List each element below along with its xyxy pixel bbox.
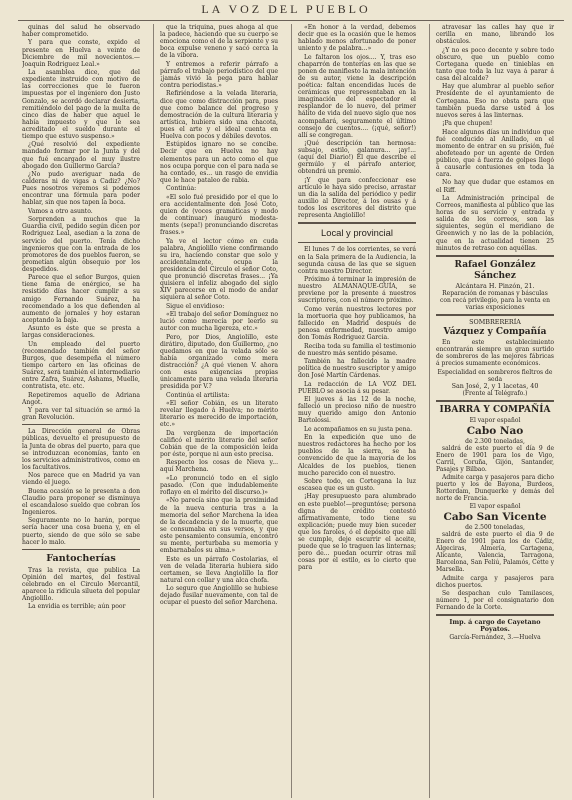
ad-ibarra-s1-tons: de 2.300 toneladas, xyxy=(465,437,525,445)
paragraph: El jueves á las 12 de la noche, falleció un precioso niño de nuestro muy querido amigo don Antonio Bartolossi. xyxy=(298,396,416,425)
paragraph: «Lo pronunció todo en el siglo pasado. (Con que indudablemente roflayo en el mérito del discurso.)» xyxy=(160,474,278,497)
paragraph: que la triquina, pues ahoga al que la padece, haciendo que su cuerpo se emociona como el de la serpiente y su boca expulse veneno y sacó cerca la de la víbora. xyxy=(160,24,278,60)
ad-ibarra-s1-intro: El vapor español xyxy=(469,416,521,424)
paragraph: ¡Qué descripción tan hermosa: subsajo, estilo, galanura... ¡ay!... (aquí del Diario!) El que describe el germúlo y el párrafo anterior, obtendrá un premio. xyxy=(298,140,416,176)
paragraph: La redacción de LA VOZ DEL PUEBLO se asocia á su pesar. xyxy=(298,380,416,395)
paragraph: Hace algunos días un individuo que fué conducido al Anillado, en el momento de entrar en su prisión, fué abofeteado por un agente de Orden público, que á fuerza de golpes llegó á causarle contusiones en toda la cara. xyxy=(436,128,554,179)
paragraph: Respecto los cosas de Nieva y... aquí Marchena. xyxy=(160,459,278,474)
paragraph: atravesar las calles hay que ir cerilla en mano, librando los obstáculos. xyxy=(436,24,554,46)
paragraph: Da vergüenza de importación calificó el mérito literario del señor Cobián que de la composición leída por éste, porque ni aun esto precisa. xyxy=(160,429,278,458)
paragraph: Como verán nuestros lectores por la mortuoria que hoy publicamos, ha fallecido en Madrid después de penosa enfermedad, nuestro amigo don Tomás Rodriguez Garcia. xyxy=(298,305,416,342)
masthead: LA VOZ DEL PUEBLO xyxy=(201,2,371,16)
divider xyxy=(22,424,140,425)
ad-ibarra-s2-intro: El vapor español xyxy=(469,503,521,511)
paragraph: Refiriéndose a la velada literaria, dice que como distracción para, pues que como balance del progreso y demostración de la cultura literaria y artística, hubiera sido una chacota, pues el arte y el ideal cuenta en Huelva con pocos y débiles devotos. xyxy=(160,90,278,140)
divider xyxy=(436,614,554,616)
ad-ibarra-s2-text: saldrá de este puerto el dia 9 de Enero de 1901 para los de Cádiz, Algeciras, Almería, Cartagena, Alicante, Valencia, Tarragona, Barcelona, San Feliú, Palamós, Cette y Marsella. xyxy=(436,531,554,574)
paragraph: Nos parece que en Madrid ya van viendo el juego. xyxy=(22,472,140,487)
ad-vazquez-address2: (Frente al Telégrafo.) xyxy=(462,389,528,397)
paragraph: Ya ve el lector cómo en cuda palabra, Angiolillo viene confirmando su ira, haciendo constar que solo y accidentalmente, ocupa la presidencia del Circulo el señor Coto, que pronunció discretas frases... ¡Ya quisiera el infeliz abogado del siglo XIV parecerse en el modo de andar siquiera al señor Coto. xyxy=(160,237,278,302)
paragraph: Pero, por Dios, Angiolillo, este dirátiro, diputado, don Guillermo, ¿no quedamos en que la velada sólo se había organizado como mera distracción? ¿A qué vienen V. ahora con esas exigencias propias únicamente para una velada literaria presidida por V.? xyxy=(160,333,278,391)
paragraph: Sigue el envidioso: xyxy=(166,302,225,310)
column-2 xyxy=(160,24,278,798)
divider xyxy=(436,314,554,316)
paragraph: ¿No pudo averiguar nada de calderas ni de vigas a Cadiz? ¿No? Pues nosotros veremos si podemos encontrar una fórmula para poder hablar, sin que nos tapen la boca. xyxy=(22,171,140,207)
ad-vazquez-kind: SOMBRERERÍA xyxy=(469,317,521,326)
paragraph: Asunto es éste que se presta a largas consideraciones. xyxy=(22,325,140,340)
column-rule xyxy=(291,24,292,798)
ad-ibarra-s2-text2: Admite carga y pasajeros para dichos puertos. xyxy=(436,574,554,589)
paragraph: Vamos a otro asunto. xyxy=(28,207,93,215)
ad-vazquez-name: Vázquez y Compañía xyxy=(443,327,547,338)
ad-vazquez-address: San José, 2, y 1 lacetas, 40 xyxy=(451,381,539,390)
paragraph: Y para que conste, expido el presente en Huelva a veinte de Diciembre de mil novecientos.—Joaquin Rodriguez Leal.» xyxy=(22,39,140,68)
paragraph: La envidia es terrible; aún poor xyxy=(28,603,126,611)
ad-vazquez-text: En este establecimiento encontrarán siempre un gran surtido de sombreros de las mejores fábricas á precios sumamente económicos. xyxy=(436,339,554,368)
paragraph: Le acompañamos en su justa pena. xyxy=(304,425,413,433)
paragraph: ¡Hay presupuesto para alumbrado en este pueblo!—preguntóse; persona digna de crédito contestó afirmativamente, todo tiene su explicación; puede muy bien suceder que los faroles, ó el depósito que allí se cumple, deje escurrir el aceite, puede que se lo traguen las linternas; pero de... puedan ocurrir otras mil cosas por el estilo, es lo cierto que para xyxy=(298,493,416,572)
column-1 xyxy=(22,24,140,798)
paragraph: ¿Y no es poco decente y sobre todo obscuro, que un pueblo como Cortegana quede en tinieblas en tanto que toda la luz vaya á parar á casa del alcalde? xyxy=(436,46,554,82)
paragraph: Continúa: xyxy=(166,185,197,193)
divider xyxy=(436,400,554,402)
column-rule xyxy=(429,24,430,798)
paragraph: «El trabajo del señor Domínguez no lució como merecía por leerlo su autor con mucha ligereza, etc.» xyxy=(160,311,278,333)
printer-line2: García-Fernández, 3.—Huelva xyxy=(449,633,541,641)
paragraph: Continúa el artilista: xyxy=(166,391,230,399)
paragraph: La Administración principal de Correos, manifiesta al público que las horas de su servicio y entrada y salida de los correos, son las siguientes, según el meridiano de Greenwich y no las de la población, que en la actualidad tienen 25 minutos de retraso con aquéllas. xyxy=(436,194,554,252)
ad-ibarra-s1-text: saldrá de este puerto el día 9 de Enero de 1901 para los de Vigo, Carril, Coruña, Gijón, Santander, Pasajes y Bilbao. xyxy=(436,444,554,473)
paragraph: No hay que dudar que estamos en el Riff. xyxy=(436,179,554,194)
paragraph: En la expedición que uno de nuestros redactores ha hecho por los pueblos de la sierra, se ha convencido de que la mayoria de los Alcaldes de los pueblos, tienen mucho parecido con el nuestro. xyxy=(298,434,416,477)
divider xyxy=(436,255,554,257)
paragraph: También ha fallecido la madre política de nuestro suscriptor y amigo don José Martín Cárdenas. xyxy=(298,358,416,380)
column-4 xyxy=(436,24,554,798)
paragraph: Este es un párrafo Costolarias, el ven de velada literaria hubiera sido certamen, se lleva Angiolillo la flor natural con collar y una alca chofa. xyxy=(160,555,278,584)
section-title-local-provincial: Local y provincial xyxy=(321,227,393,239)
paragraph: ¡Y que para confeccionar ese artículo le haya sido preciso, arrastar un dia la salida del periódico y pedir auxilio al Director, á los ousas y á todos los escritores del distrito que representa Angiolillo! xyxy=(298,176,416,220)
divider xyxy=(298,222,416,224)
paragraph: Reciba toda su familia el testimonio de nuestro más sentido pésame. xyxy=(298,342,416,357)
section-title-fantocherias: Fantocherías xyxy=(46,552,116,564)
ad-ibarra-s2-tons: de 2.500 toneladas, xyxy=(465,524,525,532)
ad-ibarra-s2-ship: Cabo San Vicente xyxy=(443,511,547,524)
ad-ibarra-s1-ship: Cabo Nao xyxy=(466,424,524,437)
printer-line1: Imp. á cargo de Cayetano Poyatos. xyxy=(449,618,541,634)
ad-ibarra-s2-text3: Se despachan culo Tamilasces, número 1, por el consignatario don Fernando de la Corte. xyxy=(436,590,554,612)
divider xyxy=(22,549,140,550)
ad-vazquez-specialty: Especialidad en sombreros fieltros de seda xyxy=(437,368,553,383)
paragraph: ¡Pa que chupen! xyxy=(442,120,493,128)
paragraph: Sobre todo, en Cortegana la luz escasea que es un gusto. xyxy=(298,478,416,493)
paragraph: La Dirección general de Obras públicas, devuelto el presupuesto de la Junta de obras del puerto, para que se introduzcan economías, tanto en los servicios administrativos, como en los facultativos. xyxy=(22,428,140,471)
column-rule xyxy=(153,24,154,798)
paragraph: Buena ocasión se le presenta a don Claudio para proponer se disminuya el escandaloso sueldo que cobran los Ingenieros. xyxy=(22,487,140,516)
paragraph: Seguramente no lo harán, porque sería hacer una cosa buena y, en el puerto, siendo de que sólo se sabe hacer lo malo. xyxy=(22,517,140,546)
ad-gonzalez-address: Alcántara H. Pinzón, 21. xyxy=(455,281,535,290)
paragraph: quinas del salud he observado haber comprometido. xyxy=(22,24,140,39)
paragraph: Repetiremos aquello de Adriana Angot. xyxy=(22,391,140,406)
paragraph: Y para ver tal situación se armó la gran Revolución. xyxy=(22,407,140,422)
paragraph: El lunes 7 de los corrientes, se verá en la Sala primera de la Audiencia, la segunda causa de las que se siguen contra nuestro Director. xyxy=(298,246,416,275)
ad-gonzalez-text: Reparación de romanas y básculas con recá privilegio, para la venta en varias exposiciones xyxy=(440,289,550,311)
column-3 xyxy=(298,24,416,798)
ad-ibarra-name: IBARRA Y COMPAÑÍA xyxy=(439,404,551,415)
paragraph: «No parecía sino que la proximidad de la nueva centuria tras a la memoria del señor Marchena la idea de la decadencia y de la muerte, que se consumaba en sus versos, y que este pensamiento consumía, encontró su mente, perturbaba su memoria y embarnabalos su alma.» xyxy=(160,497,278,555)
paragraph: Próximo á terminar la impresión de nuestro ALMANAQUE-GUÍA, se previene por la presente á nuestros suscriptores, con el número próximo. xyxy=(298,276,416,305)
paragraph: «En honor á la verdad, debemos decir que es la ocasión que le hemos hablado menos afortunado de poner uniento y de palabra...» xyxy=(298,24,416,53)
paragraph: Sorprenden a muchos que la Guardia civil, pedido según dicen por Rodriguez Leal, asedian a la zona de servicio del puerto. Tenía dicho ingenieros que con la entrada de los promotores de dos pueblos fueron, se prometían algún obsequio por los despedidos. xyxy=(22,216,140,273)
paragraph: Tras la revista, que publica La Opinión del martes, del festival celebrado en el Circulo Mercantil, aparece la ridicula silueta del popular Angiolillo. xyxy=(22,566,140,603)
paragraph: Parece que el señor Burgos, quien tiene fama de enérgico, se ha resistido días hacer cumplir a su amigo Fernando Suárez, ha recomendado a los que defienden al aumento de jornales y hoy estaran aceptando la baja. xyxy=(22,274,140,324)
ad-gonzalez-name: Rafael González Sánchez xyxy=(454,259,536,281)
columns xyxy=(22,24,567,798)
paragraph: Hay que alumbrar al pueblo señor Presidente de el ayuntamiento de Cortegana. Eso no obsta para que también pueda darse usted á los nuevos seres á las linternas. xyxy=(436,83,554,119)
paragraph: Lo seguro que Angiolillo se hubiese dejado fusilar nuevamente, con tal de ocupar el puesto del señor Marchena. xyxy=(160,585,278,607)
divider xyxy=(298,242,416,243)
paragraph: ¿Qué resolvió del expediente mandado formar por la Junta y del que fué encargado el muy ilustre abogado don Guillermo Garcia? xyxy=(22,141,140,170)
paragraph: «El señor Cobián, es un literato revelar llegado á Huelva; no mérito literario es merecido de importación, etc.» xyxy=(160,400,278,429)
ad-ibarra-s1-text2: Admite carga y pasajeros para dicho puerto y los de Bayona, Burdeos, Rotterdam, Dunquerke y demás del norte de Francia. xyxy=(436,474,554,503)
paragraph: Le faltaron los ojos.... Y, tras eso chaparrón de tonterías en las que se ponen de manifiesto la mala intención de su autor, viene la descripción poética: faltan encendidas luces de cerámicas que representaban en la imaginación del espectador el resplandor de lo nuevo, del primer hálito de vida del nuevo siglo que nos acompañará, seguramente el último consejo de cuentos.... (¡qué, señor!) allí se congregan. xyxy=(298,53,416,139)
paragraph: Estúpidos ignaro no se concibe. Decir que en Huelva no hay elementos para un acto como el que nos ocupa porque con el para nada se ha contado, es... un rasgo de envidia que le hace pataleo de rabia. xyxy=(160,141,278,184)
paragraph: La asamblea dice, que del expediente instruido con motivo de las correcciones que le fueron impuestas por el ingeniero don Justo Gonzalo, se acordó declarar desierta, remitiéndolo del pago de la multa de cinco días de haber que aquel le había impuesto y que le sea acreditado el sueldo durante el tiempo que estuvo suspenso.» xyxy=(22,69,140,140)
paragraph: «El solo fué presidido por el que lo era accidentalmente don José Coto, quien de (voces gramáticas y modo de continuar) inauguró modesta-ments (sepa!) pronunciando discretas frases.» xyxy=(160,193,278,237)
paragraph: Un empleado del puerto (recomendado también del señor Burgos, que desempeña el número tiempo cartero en las oficinas de Suárez, será también el intermediario entre Zafra, Suárez, Ashams, Muelle, contratista, etc. etc. xyxy=(22,340,140,391)
masthead-rule xyxy=(18,20,564,21)
paragraph: Y entremos a referir párrafo a párrafo el trabajo periodístico del que ¡jamás vivió la pega para hablar contra periodistas.» xyxy=(160,60,278,90)
